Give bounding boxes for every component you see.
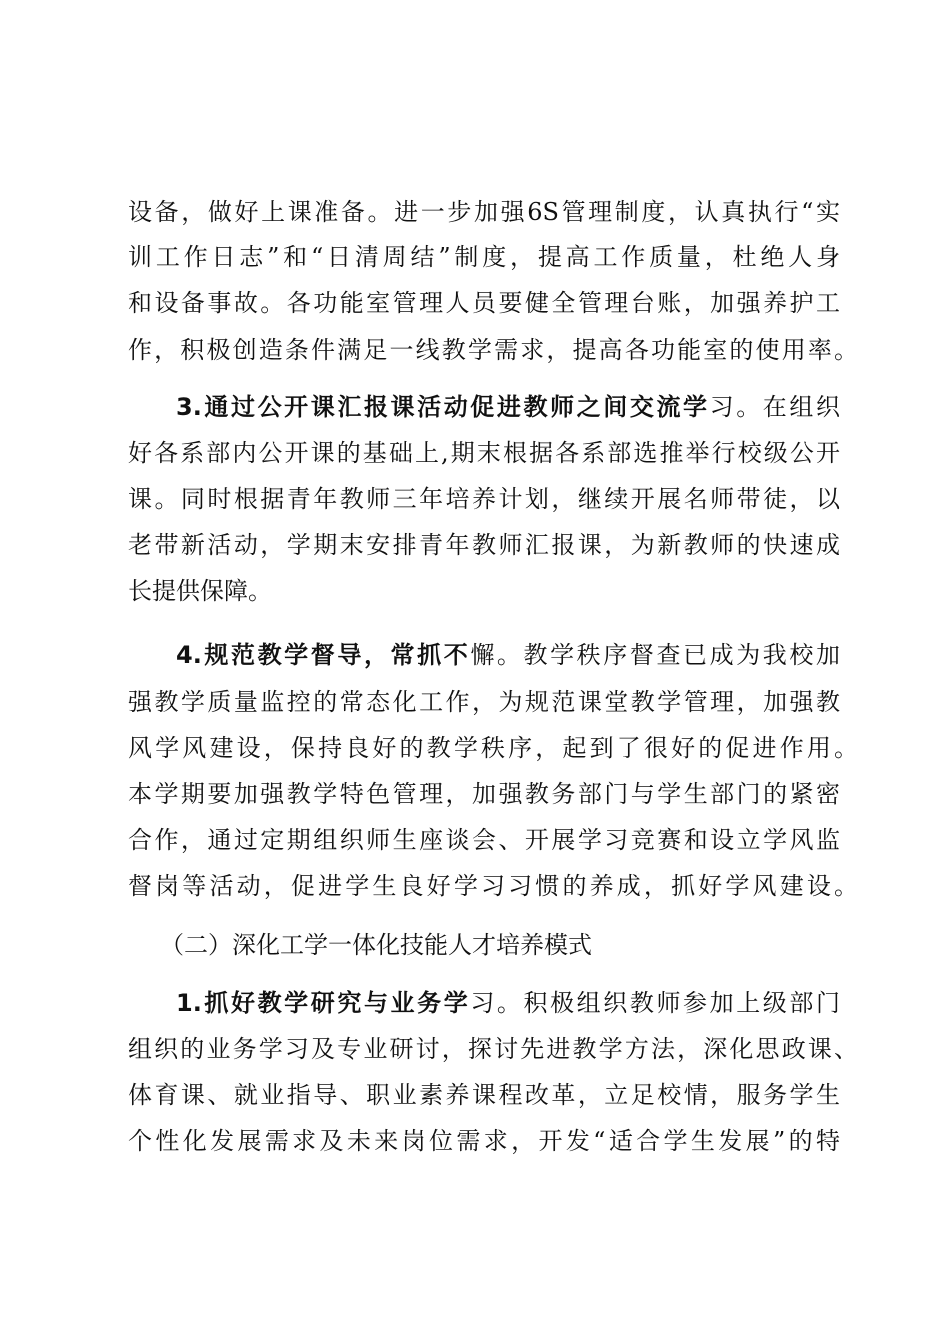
- paragraph-item-3-first-line: [176, 392, 840, 422]
- text-line: 好各系部内公开课的基础上,期末根据各系部选推举行校级公开: [128, 439, 840, 467]
- text-run: 懈。教学秩序督查已成为我校加: [470, 641, 840, 669]
- section-heading: （二）深化工学一体化技能人才培养模式: [160, 931, 592, 959]
- item-3-heading: 3.通过公开课汇报课活动促进教师之间交流学: [176, 393, 710, 421]
- paragraph-item-4-first-line: [176, 640, 840, 670]
- text-line: 本学期要加强教学特色管理，加强教务部门与学生部门的紧密: [128, 780, 840, 808]
- text-line: 强教学质量监控的常态化工作，为规范课堂教学管理，加强教: [128, 688, 840, 716]
- text-line: 老带新活动，学期末安排青年教师汇报课，为新教师的快速成: [128, 531, 840, 559]
- text-line: 风学风建设，保持良好的教学秩序，起到了很好的促进作用。: [128, 734, 858, 762]
- text-line: 作，积极创造条件满足一线教学需求，提高各功能室的使用率。: [128, 336, 858, 364]
- text-line: 体育课、就业指导、职业素养课程改革，立足校情，服务学生: [128, 1081, 840, 1109]
- text-line: 和设备事故。各功能室管理人员要健全管理台账，加强养护工: [128, 289, 840, 317]
- item-1-heading: 1.抓好教学研究与业务学: [176, 989, 471, 1017]
- paragraph-item-1-first-line: [176, 988, 840, 1018]
- text-run: 习。在组织: [709, 393, 840, 421]
- item-4-heading: 4.规范教学督导，常抓不: [176, 641, 471, 669]
- text-line: 督岗等活动，促进学生良好学习习惯的养成，抓好学风建设。: [128, 872, 858, 900]
- text-line: 合作，通过定期组织师生座谈会、开展学习竞赛和设立学风监: [128, 826, 840, 854]
- text-line: 训工作日志”和“日清周结”制度，提高工作质量，杜绝人身: [128, 243, 840, 271]
- text-line: 长提供保障。: [128, 577, 272, 605]
- text-run: 习。积极组织教师参加上级部门: [470, 989, 840, 1017]
- text-line: 组织的业务学习及专业研讨，探讨先进教学方法，深化思政课、: [128, 1035, 858, 1063]
- text-line: 课。同时根据青年教师三年培养计划，继续开展名师带徒，以: [128, 485, 840, 513]
- text-line: 设备，做好上课准备。进一步加强6S管理制度，认真执行“实: [128, 198, 840, 226]
- text-line: 个性化发展需求及未来岗位需求，开发“适合学生发展”的特: [128, 1127, 840, 1155]
